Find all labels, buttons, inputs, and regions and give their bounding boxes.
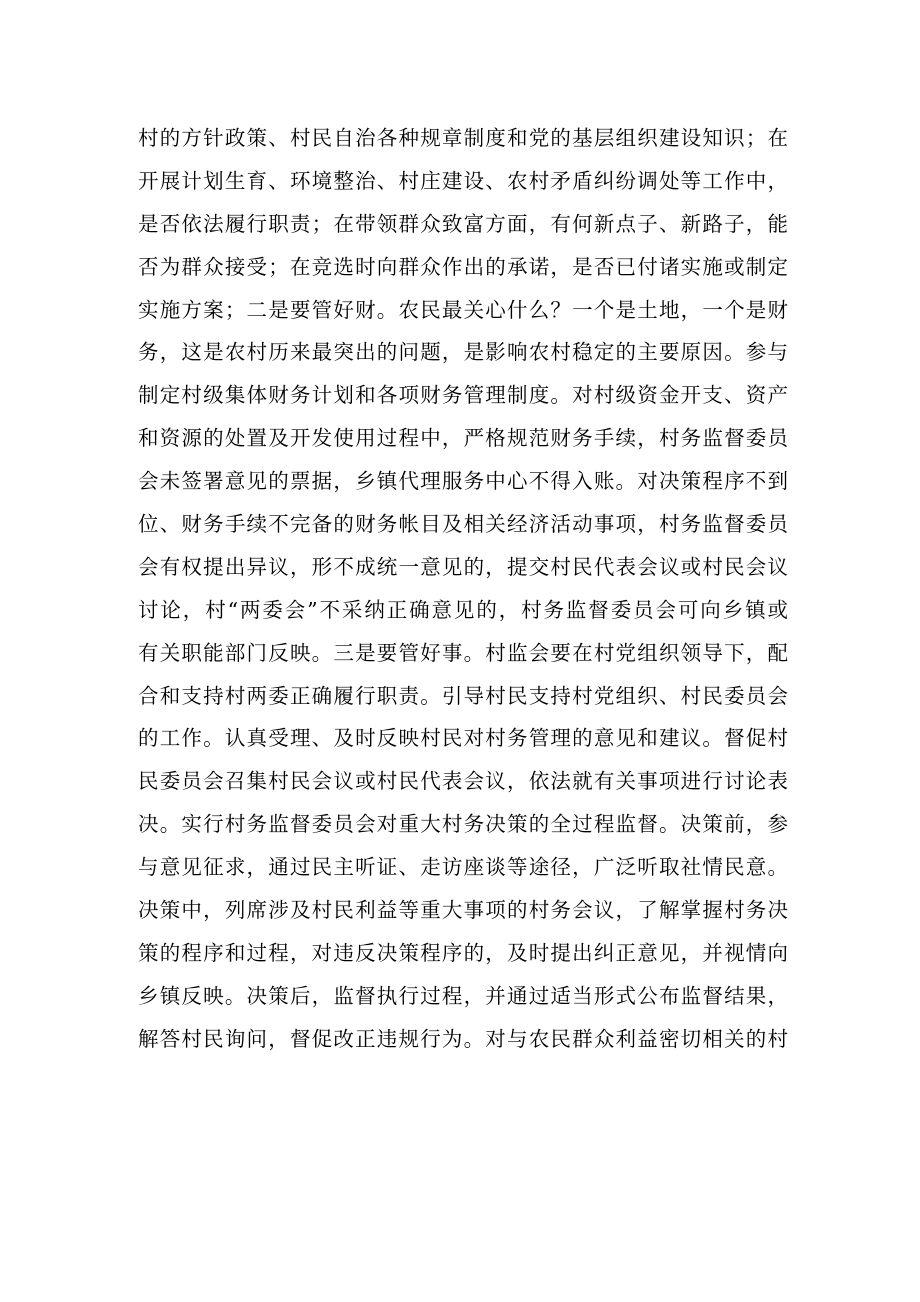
text-line: 决。实行村务监督委员会对重大村务决策的全过程监督。决策前，参 [138, 812, 788, 837]
text-line: 实施方案；二是要管好财。农民最关心什么？一个是土地，一个是财 [138, 297, 788, 322]
text-line: 制定村级集体财务计划和各项财务管理制度。对村级资金开支、资产 [138, 383, 788, 408]
text-line: 会有权提出异议，形不成统一意见的，提交村民代表会议或村民会议 [138, 554, 788, 579]
body-text [138, 117, 788, 1061]
text-line: 讨论，村“两委会”不采纳正确意见的，村务监督委员会可向乡镇或 [138, 597, 788, 622]
text-line: 位、财务手续不完备的财务帐目及相关经济活动事项，村务监督委员 [138, 512, 788, 537]
text-line: 开展计划生育、环境整治、村庄建设、农村矛盾纠纷调处等工作中， [138, 168, 788, 193]
text-line: 乡镇反映。决策后，监督执行过程，并通过适当形式公布监督结果， [138, 983, 788, 1008]
text-line: 决策中，列席涉及村民利益等重大事项的村务会议，了解掌握村务决 [138, 898, 788, 923]
text-line: 解答村民询问，督促改正违规行为。对与农民群众利益密切相关的村 [138, 1026, 788, 1051]
text-line: 合和支持村两委正确履行职责。引导村民支持村党组织、村民委员会 [138, 683, 788, 708]
text-line: 否为群众接受；在竞选时向群众作出的承诺，是否已付诸实施或制定 [138, 254, 788, 279]
text-line: 村的方针政策、村民自治各种规章制度和党的基层组织建设知识；在 [138, 126, 788, 150]
text-line: 是否依法履行职责；在带领群众致富方面，有何新点子、新路子，能 [138, 211, 788, 236]
text-line: 和资源的处置及开发使用过程中，严格规范财务手续，村务监督委员 [138, 426, 788, 451]
text-line: 与意见征求，通过民主听证、走访座谈等途径，广泛听取社情民意。 [138, 855, 788, 880]
text-line: 策的程序和过程，对违反决策程序的，及时提出纠正意见，并视情向 [138, 940, 788, 965]
text-line: 有关职能部门反映。三是要管好事。村监会要在村党组织领导下，配 [138, 640, 788, 665]
text-line: 民委员会召集村民会议或村民代表会议，依法就有关事项进行讨论表 [138, 769, 788, 794]
text-line: 务，这是农村历来最突出的问题，是影响农村稳定的主要原因。参与 [138, 340, 788, 365]
text-line: 的工作。认真受理、及时反映村民对村务管理的意见和建议。督促村 [138, 726, 788, 751]
text-line: 会未签署意见的票据，乡镇代理服务中心不得入账。对决策程序不到 [138, 469, 788, 494]
